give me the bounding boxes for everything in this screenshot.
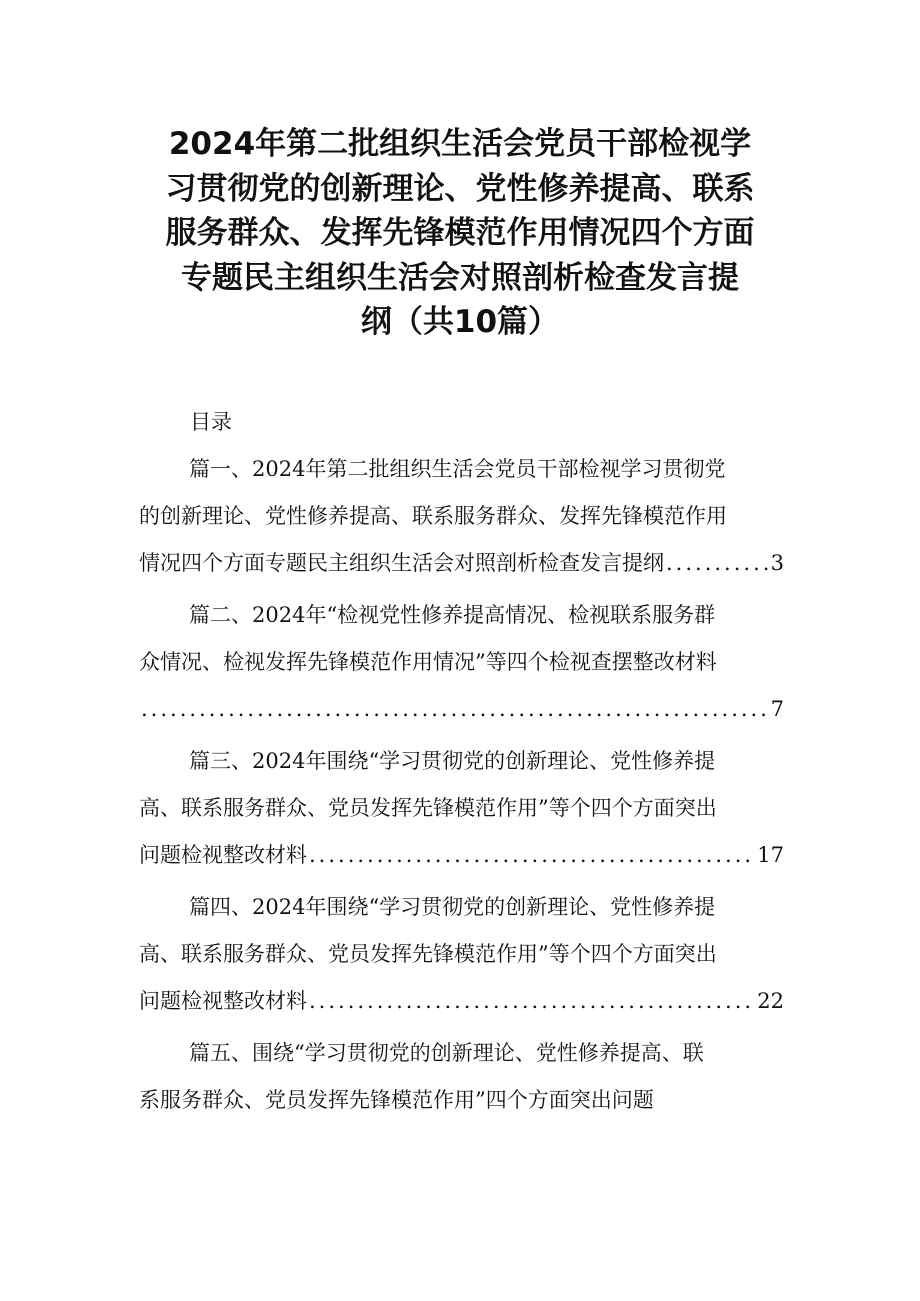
toc-entry-leader-line [139, 978, 784, 1025]
toc-entry-line: 篇五、围绕“学习贯彻党的创新理论、党性修养提高、联 [189, 1041, 704, 1065]
toc-entry-5[interactable] [139, 1030, 784, 1124]
toc-entry-line: 的创新理论、党性修养提高、联系服务群众、发挥先锋模范作用 [139, 504, 727, 528]
toc-entry-line: 篇一、2024年第二批组织生活会党员干部检视学习贯彻党 [189, 457, 726, 481]
toc-page-number: 22 [757, 989, 784, 1013]
toc-entry-leader-line [139, 832, 784, 879]
title-line: 服务群众、发挥先锋模范作用情况四个方面 [165, 215, 755, 251]
title-line: 2024年第二批组织生活会党员干部检视学 [168, 126, 752, 162]
toc-entry-line: 众情况、检视发挥先锋模范作用情况”等四个检视查摆整改材料 [139, 650, 717, 674]
toc-entry-1[interactable] [139, 446, 784, 587]
toc-entry-3[interactable] [139, 738, 784, 879]
toc-entry-4[interactable] [139, 884, 784, 1025]
document-title [120, 122, 800, 345]
toc-entry-line: 问题检视整改材料 [139, 989, 307, 1013]
toc-entry-leader-line [139, 686, 784, 733]
dot-leader [309, 978, 755, 1025]
toc-page-number: 7 [770, 697, 784, 721]
toc-entry-line: 情况四个方面专题民主组织生活会对照剖析检查发言提纲 [139, 551, 664, 575]
toc-entry-line: 篇三、2024年围绕“学习贯彻党的创新理论、党性修养提 [189, 749, 716, 773]
toc-entry-line: 问题检视整改材料 [139, 843, 307, 867]
toc-page-number: 3 [770, 551, 784, 575]
dot-leader [141, 686, 769, 733]
dot-leader [666, 540, 769, 587]
toc-page-number: 17 [757, 843, 784, 867]
toc-entry-line: 篇四、2024年围绕“学习贯彻党的创新理论、党性修养提 [189, 895, 716, 919]
title-line: 纲（共10篇） [360, 304, 560, 340]
dot-leader [309, 832, 755, 879]
toc-entry-leader-line [139, 540, 784, 587]
title-line: 专题民主组织生活会对照剖析检查发言提 [181, 259, 739, 296]
toc-entry-2[interactable] [139, 592, 784, 733]
toc-entry-line: 系服务群众、党员发挥先锋模范作用”四个方面突出问题 [139, 1088, 654, 1112]
toc-heading: 目录 [190, 410, 232, 434]
toc-entry-line: 高、联系服务群众、党员发挥先锋模范作用”等个四个方面突出 [139, 796, 717, 820]
toc-entry-line: 篇二、2024年“检视党性修养提高情况、检视联系服务群 [189, 603, 716, 627]
title-line: 习贯彻党的创新理论、党性修养提高、联系 [165, 170, 755, 207]
toc-entry-line: 高、联系服务群众、党员发挥先锋模范作用”等个四个方面突出 [139, 942, 717, 966]
